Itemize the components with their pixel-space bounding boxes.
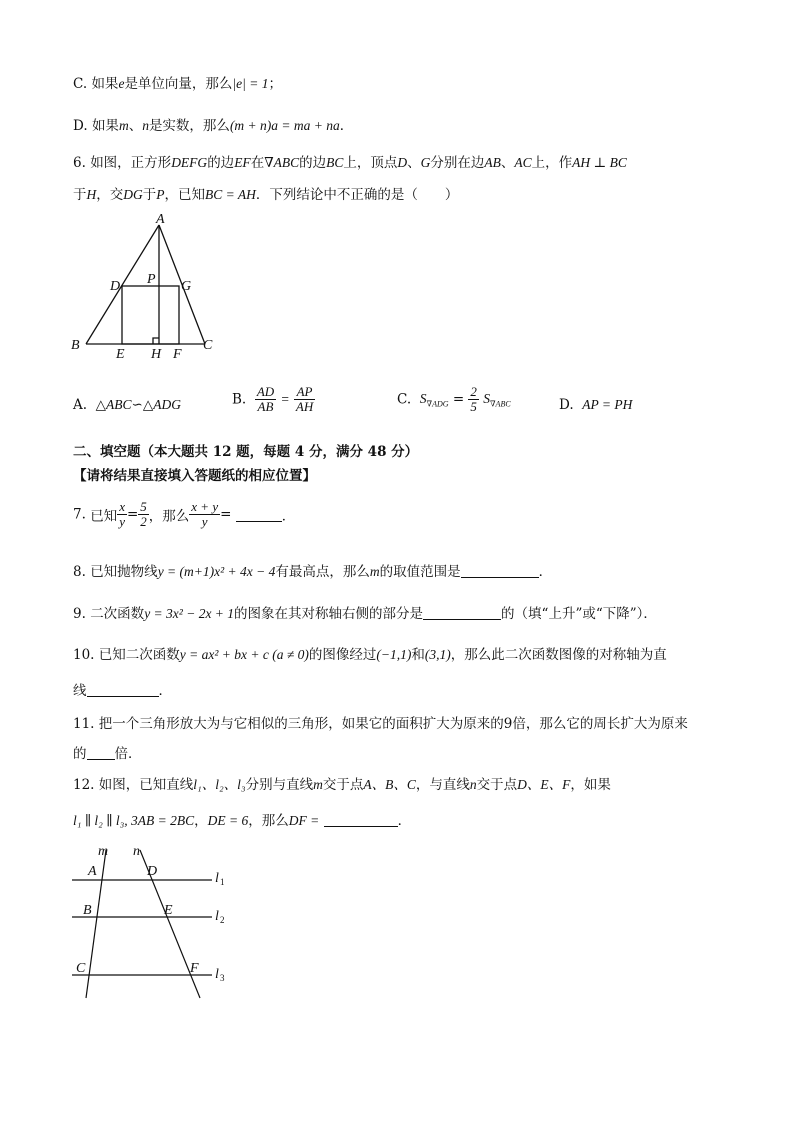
svg-text:n: n: [133, 844, 140, 859]
svg-text:B: B: [83, 903, 92, 918]
section2-title: 二、填空题（本大题共 12 题，每题 4 分，满分 48 分）: [73, 444, 419, 460]
svg-text:F: F: [190, 961, 199, 976]
svg-text:m: m: [98, 844, 109, 859]
q10-line1: 10. 已知二次函数y = ax² + bx + c (a ≠ 0)的图像经过(−1,1)和(3,1)，那么此二次函数图像的对称轴为直: [73, 647, 667, 663]
svg-text:C: C: [203, 338, 213, 353]
q11-line1: 11. 把一个三角形放大为与它相似的三角形，如果它的面积扩大为原来的9倍，那么它的周长扩大为原来: [73, 716, 688, 732]
q12-parallel-lines-figure: [60, 840, 260, 1005]
svg-text:D: D: [147, 864, 158, 879]
svg-text:D: D: [110, 279, 121, 294]
q9: 9. 二次函数y = 3x² − 2x + 1的图象在其对称轴右侧的部分是 的（填“上升”或“下降”）．: [73, 606, 657, 622]
q8: 8. 已知抛物线y = (m+1)x² + 4x − 4有最高点，那么m的取值范围是 ．: [73, 564, 553, 580]
q8-answer-blank[interactable]: [461, 564, 539, 579]
q5-option-d: D. 如果m、n是实数，那么(m + n)a = ma + na．: [73, 118, 354, 134]
q6-option-d: D. AP = PH: [559, 397, 633, 413]
q11-line2: 的 倍．: [73, 746, 142, 762]
section2-instruction: 【请将结果直接填入答题纸的相应位置】: [73, 468, 316, 484]
svg-text:G: G: [181, 279, 192, 294]
svg-text:3: 3: [220, 973, 225, 983]
svg-text:H: H: [151, 347, 162, 362]
q6-line2: 于H，交DG于P，已知BC = AH．下列结论中不正确的是（ ）: [73, 187, 459, 203]
q12-line2: l₁ ∥ l₂ ∥ l₃, 3AB = 2BC，DE = 6，那么DF = ．: [73, 813, 412, 829]
q11-answer-blank[interactable]: [87, 746, 115, 761]
q6-option-a: A. △ABC∽△ADG: [73, 397, 181, 413]
square-defg: [122, 286, 179, 344]
svg-text:2: 2: [220, 915, 225, 925]
q6-triangle-figure: [60, 210, 240, 365]
q6-option-c: C. $S_{\nabla ADG}$ = $\frac{2}{5}$ $S_{\nabla ABC}$: [397, 384, 511, 414]
svg-text:A: A: [88, 864, 97, 879]
q7: 7. 已知 $\frac{x}{y}$ = $\frac{5}{2}$ ，那么 $\frac{x + y}{y}$ = ．: [73, 499, 296, 529]
svg-text:E: E: [116, 347, 125, 362]
svg-text:l: l: [215, 909, 219, 924]
q6-line1: 6. 如图，正方形DEFG的边EF在∇ABC的边BC上，顶点D、G分别在边AB、AC上，作AH ⊥ BC: [73, 155, 627, 171]
svg-text:l: l: [215, 871, 219, 886]
q10-line2: 线 ．: [73, 683, 172, 699]
svg-text:E: E: [164, 903, 173, 918]
q6-option-b: B. $\frac{AD}{AB}$ = $\frac{AP}{AH}$: [232, 384, 314, 414]
q5-option-c: C. 如果e是单位向量，那么|e| = 1；: [73, 76, 282, 92]
q12-line1: 12. 如图，已知直线l₁、l₂、l₃分别与直线m交于点A、B、C，与直线n交于点D、E、F，如果: [73, 777, 611, 793]
q10-answer-blank[interactable]: [87, 683, 159, 698]
svg-text:C: C: [76, 961, 86, 976]
right-angle-mark: [153, 338, 159, 344]
svg-text:B: B: [71, 338, 80, 353]
q12-answer-blank[interactable]: [324, 813, 398, 828]
svg-text:A: A: [156, 212, 165, 227]
q9-answer-blank[interactable]: [423, 606, 501, 621]
svg-text:F: F: [173, 347, 182, 362]
svg-text:P: P: [147, 272, 156, 287]
svg-text:l: l: [215, 967, 219, 982]
svg-text:1: 1: [220, 877, 225, 887]
q7-answer-blank[interactable]: [236, 507, 282, 522]
